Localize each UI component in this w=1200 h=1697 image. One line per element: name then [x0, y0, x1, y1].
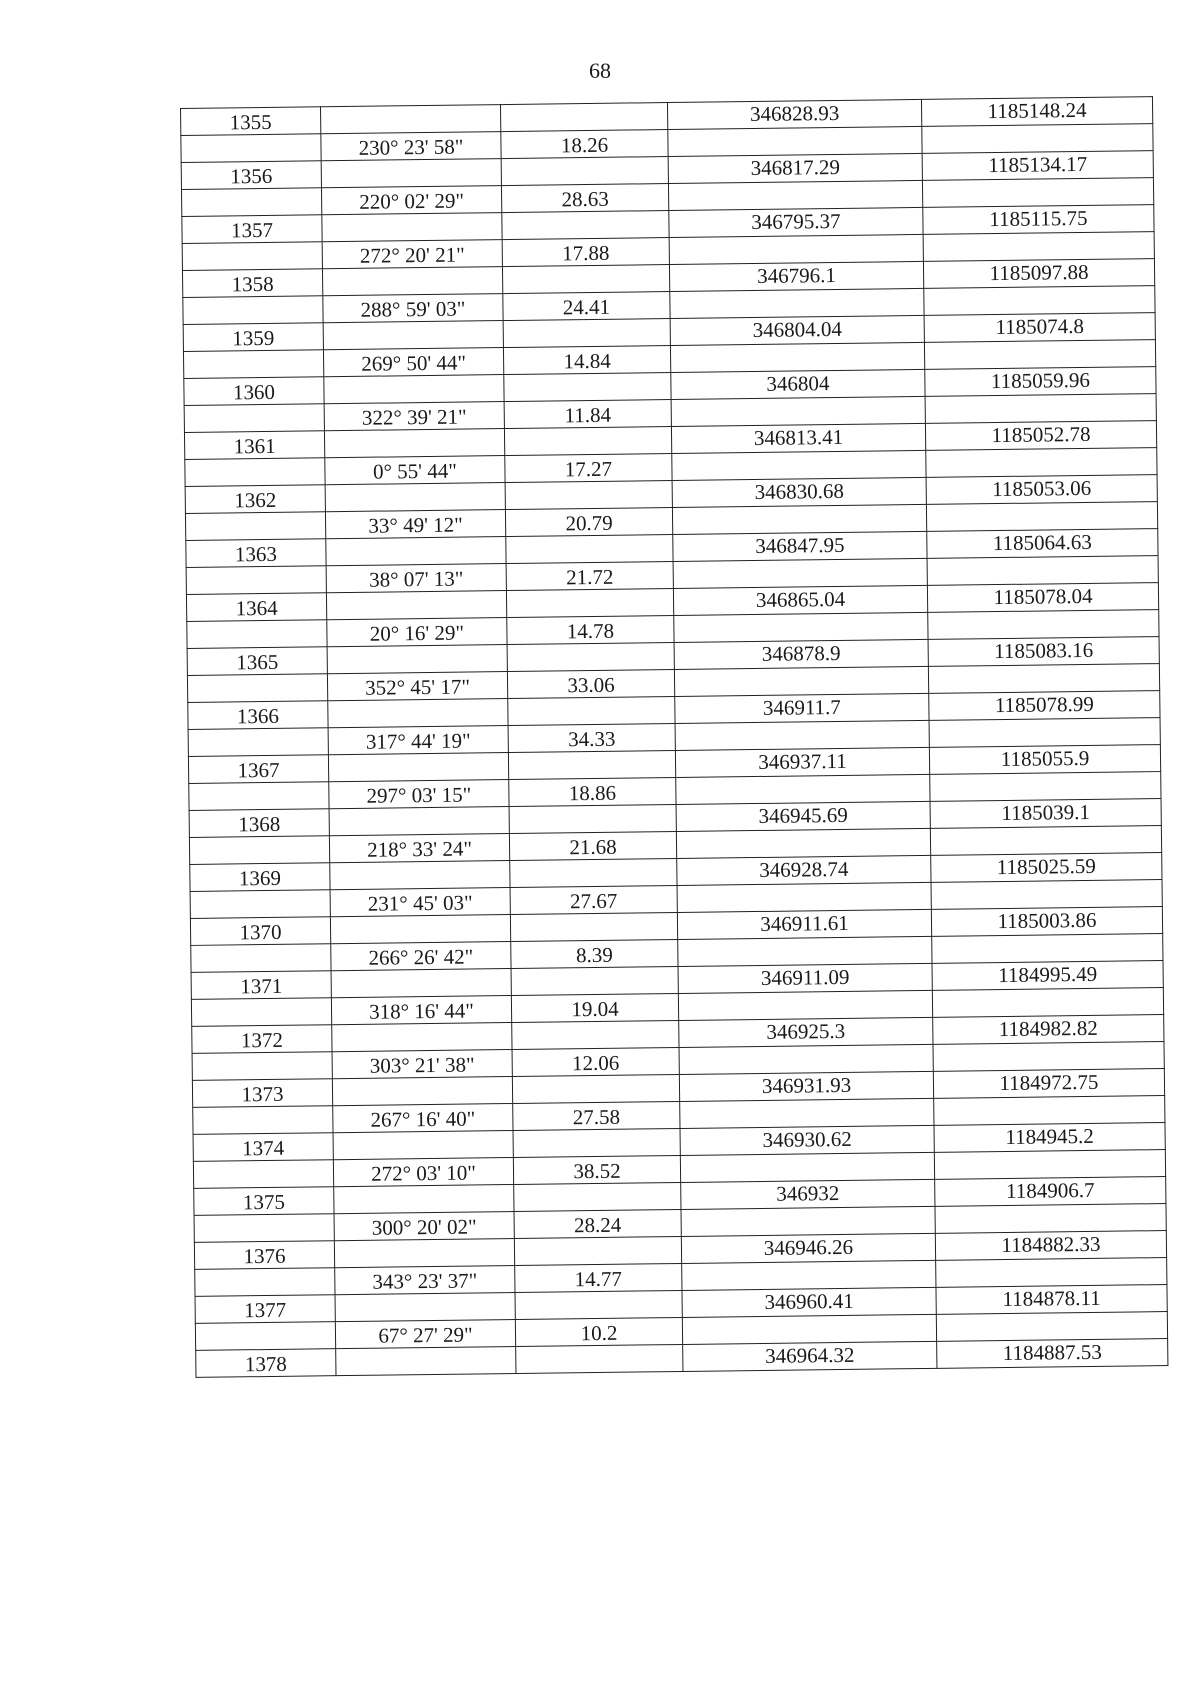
distance-cell: 34.33 [508, 723, 675, 752]
station-id-cell: 1365 [187, 647, 327, 676]
distance-cell: 11.84 [504, 400, 671, 429]
empty-cell [502, 265, 669, 294]
station-id-cell: 1366 [188, 701, 328, 730]
bearing-cell: 272° 20' 21" [322, 240, 502, 269]
empty-cell [681, 1206, 935, 1236]
empty-cell [329, 807, 509, 836]
bearing-cell: 38° 07' 13" [326, 564, 506, 593]
empty-cell [926, 448, 1157, 478]
empty-cell [933, 1042, 1164, 1072]
northing-cell: 346960.41 [682, 1287, 936, 1317]
station-id-cell: 1371 [191, 971, 331, 1000]
empty-cell [936, 1312, 1167, 1342]
empty-cell [924, 286, 1155, 316]
empty-cell [928, 664, 1159, 694]
northing-cell: 346932 [681, 1179, 935, 1209]
distance-cell: 33.06 [507, 670, 674, 699]
station-id-cell: 1378 [196, 1349, 336, 1378]
easting-cell: 1185039.1 [930, 799, 1161, 829]
empty-cell [333, 1131, 513, 1160]
northing-cell: 346945.69 [676, 801, 930, 831]
empty-cell [183, 296, 323, 325]
empty-cell [931, 880, 1162, 910]
empty-cell [334, 1185, 514, 1214]
northing-cell: 346928.74 [677, 855, 931, 885]
empty-cell [191, 998, 331, 1027]
station-id-cell: 1374 [193, 1133, 333, 1162]
empty-cell [187, 620, 327, 649]
empty-cell [322, 213, 502, 242]
empty-cell [321, 159, 501, 188]
northing-cell: 346878.9 [674, 639, 928, 669]
station-id-cell: 1370 [190, 917, 330, 946]
easting-cell: 1184878.11 [936, 1285, 1167, 1315]
empty-cell [507, 643, 674, 672]
northing-cell: 346804 [671, 369, 925, 399]
distance-cell: 10.2 [515, 1317, 682, 1346]
empty-cell [184, 404, 324, 433]
empty-cell [327, 645, 507, 674]
empty-cell [670, 288, 924, 318]
empty-cell [930, 772, 1161, 802]
station-id-cell: 1359 [183, 323, 323, 352]
distance-cell: 27.58 [513, 1101, 680, 1130]
empty-cell [924, 340, 1155, 370]
northing-cell: 346911.09 [678, 963, 932, 993]
station-id-cell: 1358 [182, 269, 322, 298]
distance-cell: 21.68 [509, 831, 676, 860]
bearing-cell: 20° 16' 29" [327, 618, 507, 647]
empty-cell [682, 1260, 936, 1290]
easting-cell: 1185097.88 [923, 259, 1154, 289]
empty-cell [676, 774, 930, 804]
northing-cell: 346828.93 [667, 99, 921, 129]
empty-cell [181, 134, 321, 163]
bearing-cell: 220° 02' 29" [321, 186, 501, 215]
easting-cell: 1185148.24 [921, 97, 1152, 127]
station-id-cell: 1373 [192, 1079, 332, 1108]
empty-cell [670, 342, 924, 372]
empty-cell [928, 610, 1159, 640]
empty-cell [668, 126, 922, 156]
empty-cell [669, 234, 923, 264]
empty-cell [188, 728, 328, 757]
empty-cell [185, 458, 325, 487]
empty-cell [923, 232, 1154, 262]
empty-cell [674, 612, 928, 642]
station-id-cell: 1367 [188, 755, 328, 784]
distance-cell: 8.39 [511, 939, 678, 968]
empty-cell [514, 1182, 681, 1211]
easting-cell: 1185003.86 [931, 907, 1162, 937]
easting-cell: 1185115.75 [923, 205, 1154, 235]
bearing-cell: 318° 16' 44" [331, 996, 511, 1025]
empty-cell [511, 966, 678, 995]
empty-cell [508, 750, 675, 779]
station-id-cell: 1356 [181, 161, 321, 190]
bearing-cell: 218° 33' 24" [329, 834, 509, 863]
bearing-cell: 343° 23' 37" [335, 1265, 515, 1294]
bearing-cell: 317° 44' 19" [328, 726, 508, 755]
easting-cell: 1185078.04 [927, 583, 1158, 613]
empty-cell [936, 1258, 1167, 1288]
bearing-cell: 231° 45' 03" [330, 888, 510, 917]
empty-cell [320, 105, 500, 134]
easting-cell: 1184972.75 [933, 1069, 1164, 1099]
empty-cell [935, 1204, 1166, 1234]
empty-cell [183, 350, 323, 379]
northing-cell: 346796.1 [669, 261, 923, 291]
easting-cell: 1185025.59 [931, 853, 1162, 883]
empty-cell [516, 1344, 683, 1373]
empty-cell [512, 1020, 679, 1049]
bearing-cell: 269° 50' 44" [323, 348, 503, 377]
station-id-cell: 1377 [195, 1295, 335, 1324]
bearing-cell: 230° 23' 58" [321, 132, 501, 161]
northing-cell: 346804.04 [670, 315, 924, 345]
easting-cell: 1185083.16 [928, 637, 1159, 667]
distance-cell: 20.79 [505, 508, 672, 537]
empty-cell [504, 427, 671, 456]
empty-cell [677, 882, 931, 912]
bearing-cell: 67° 27' 29" [335, 1319, 515, 1348]
northing-cell: 346911.7 [675, 693, 929, 723]
empty-cell [925, 394, 1156, 424]
distance-cell: 17.88 [502, 238, 669, 267]
easting-cell: 1185134.17 [922, 151, 1153, 181]
northing-cell: 346911.61 [677, 909, 931, 939]
empty-cell [926, 502, 1157, 532]
easting-cell: 1184882.33 [935, 1231, 1166, 1261]
empty-cell [930, 826, 1161, 856]
empty-cell [325, 483, 505, 512]
empty-cell [682, 1314, 936, 1344]
empty-cell [515, 1290, 682, 1319]
empty-cell [328, 753, 508, 782]
empty-cell [332, 1023, 512, 1052]
distance-cell: 28.24 [514, 1209, 681, 1238]
empty-cell [672, 504, 926, 534]
northing-cell: 346964.32 [683, 1341, 937, 1371]
empty-cell [326, 591, 506, 620]
page-number: 68 [589, 58, 611, 83]
empty-cell [182, 242, 322, 271]
empty-cell [922, 124, 1153, 154]
empty-cell [326, 537, 506, 566]
northing-cell: 346813.41 [671, 423, 925, 453]
northing-cell: 346795.37 [669, 207, 923, 237]
distance-cell: 27.67 [510, 885, 677, 914]
station-id-cell: 1362 [185, 485, 325, 514]
empty-cell [330, 915, 510, 944]
station-id-cell: 1360 [184, 377, 324, 406]
empty-cell [191, 944, 331, 973]
empty-cell [193, 1160, 333, 1189]
northing-cell: 346847.95 [673, 531, 927, 561]
empty-cell [929, 718, 1160, 748]
distance-cell: 24.41 [503, 292, 670, 321]
station-id-cell: 1363 [186, 539, 326, 568]
northing-cell: 346830.68 [672, 477, 926, 507]
station-id-cell: 1376 [194, 1241, 334, 1270]
easting-cell: 1184887.53 [937, 1339, 1168, 1369]
empty-cell [194, 1214, 334, 1243]
empty-cell [512, 1074, 679, 1103]
empty-cell [334, 1238, 514, 1267]
empty-cell [323, 321, 503, 350]
empty-cell [509, 804, 676, 833]
empty-cell [187, 674, 327, 703]
empty-cell [500, 103, 667, 132]
easting-cell: 1184945.2 [934, 1123, 1165, 1153]
station-id-cell: 1368 [189, 809, 329, 838]
empty-cell [922, 178, 1153, 208]
station-id-cell: 1364 [186, 593, 326, 622]
station-id-cell: 1355 [181, 107, 321, 136]
empty-cell [336, 1346, 516, 1375]
station-id-cell: 1361 [184, 431, 324, 460]
northing-cell: 346931.93 [679, 1071, 933, 1101]
empty-cell [331, 969, 511, 998]
empty-cell [186, 566, 326, 595]
empty-cell [322, 267, 502, 296]
empty-cell [513, 1128, 680, 1157]
empty-cell [678, 936, 932, 966]
bearing-cell: 352° 45' 17" [327, 672, 507, 701]
distance-cell: 18.26 [501, 130, 668, 159]
empty-cell [676, 828, 930, 858]
empty-cell [189, 782, 329, 811]
empty-cell [675, 720, 929, 750]
distance-cell: 18.86 [509, 777, 676, 806]
empty-cell [932, 934, 1163, 964]
easting-cell: 1185078.99 [929, 691, 1160, 721]
empty-cell [332, 1077, 512, 1106]
empty-cell [502, 211, 669, 240]
empty-cell [335, 1292, 515, 1321]
distance-cell: 17.27 [505, 454, 672, 483]
northing-cell: 346817.29 [668, 153, 922, 183]
empty-cell [181, 188, 321, 217]
empty-cell [934, 1096, 1165, 1126]
empty-cell [505, 481, 672, 510]
northing-cell: 346930.62 [680, 1125, 934, 1155]
bearing-cell: 272° 03' 10" [333, 1158, 513, 1187]
bearing-cell: 267° 16' 40" [333, 1104, 513, 1133]
easting-cell: 1185052.78 [925, 421, 1156, 451]
table-body [181, 97, 1168, 1378]
empty-cell [190, 890, 330, 919]
empty-cell [189, 836, 329, 865]
empty-cell [514, 1236, 681, 1265]
distance-cell: 14.77 [515, 1263, 682, 1292]
empty-cell [680, 1152, 934, 1182]
station-id-cell: 1369 [190, 863, 330, 892]
empty-cell [503, 319, 670, 348]
northing-cell: 346865.04 [673, 585, 927, 615]
empty-cell [195, 1322, 335, 1351]
empty-cell [674, 666, 928, 696]
empty-cell [324, 375, 504, 404]
empty-cell [680, 1098, 934, 1128]
easting-cell: 1185064.63 [927, 529, 1158, 559]
empty-cell [934, 1150, 1165, 1180]
empty-cell [673, 558, 927, 588]
bearing-cell: 0° 55' 44" [325, 456, 505, 485]
empty-cell [193, 1106, 333, 1135]
bearing-cell: 322° 39' 21" [324, 402, 504, 431]
easting-cell: 1184995.49 [932, 961, 1163, 991]
empty-cell [679, 1044, 933, 1074]
empty-cell [510, 912, 677, 941]
distance-cell: 12.06 [512, 1047, 679, 1076]
empty-cell [195, 1268, 335, 1297]
distance-cell: 21.72 [506, 562, 673, 591]
empty-cell [185, 512, 325, 541]
empty-cell [668, 180, 922, 210]
empty-cell [510, 858, 677, 887]
empty-cell [671, 396, 925, 426]
station-id-cell: 1357 [182, 215, 322, 244]
distance-cell: 19.04 [511, 993, 678, 1022]
empty-cell [504, 373, 671, 402]
empty-cell [501, 157, 668, 186]
empty-cell [508, 696, 675, 725]
northing-cell: 346946.26 [681, 1233, 935, 1263]
empty-cell [506, 535, 673, 564]
easting-cell: 1185053.06 [926, 475, 1157, 505]
empty-cell [330, 861, 510, 890]
distance-cell: 14.84 [503, 346, 670, 375]
bearing-cell: 33° 49' 12" [325, 510, 505, 539]
northing-cell: 346937.11 [675, 747, 929, 777]
empty-cell [324, 429, 504, 458]
station-id-cell: 1375 [194, 1187, 334, 1216]
bearing-cell: 297° 03' 15" [329, 780, 509, 809]
distance-cell: 28.63 [501, 184, 668, 213]
northing-cell: 346925.3 [679, 1017, 933, 1047]
easting-cell: 1184906.7 [935, 1177, 1166, 1207]
easting-cell: 1185055.9 [929, 745, 1160, 775]
distance-cell: 14.78 [507, 616, 674, 645]
empty-cell [932, 988, 1163, 1018]
empty-cell [678, 990, 932, 1020]
bearing-cell: 300° 20' 02" [334, 1212, 514, 1241]
station-id-cell: 1372 [192, 1025, 332, 1054]
bearing-cell: 266° 26' 42" [331, 942, 511, 971]
easting-cell: 1185074.8 [924, 313, 1155, 343]
easting-cell: 1184982.82 [933, 1015, 1164, 1045]
easting-cell: 1185059.96 [925, 367, 1156, 397]
empty-cell [927, 556, 1158, 586]
empty-cell [672, 450, 926, 480]
empty-cell [506, 589, 673, 618]
empty-cell [192, 1052, 332, 1081]
distance-cell: 38.52 [513, 1155, 680, 1184]
empty-cell [328, 699, 508, 728]
bearing-cell: 303° 21' 38" [332, 1050, 512, 1079]
bearing-cell: 288° 59' 03" [323, 294, 503, 323]
survey-coordinate-table [180, 96, 1168, 1378]
